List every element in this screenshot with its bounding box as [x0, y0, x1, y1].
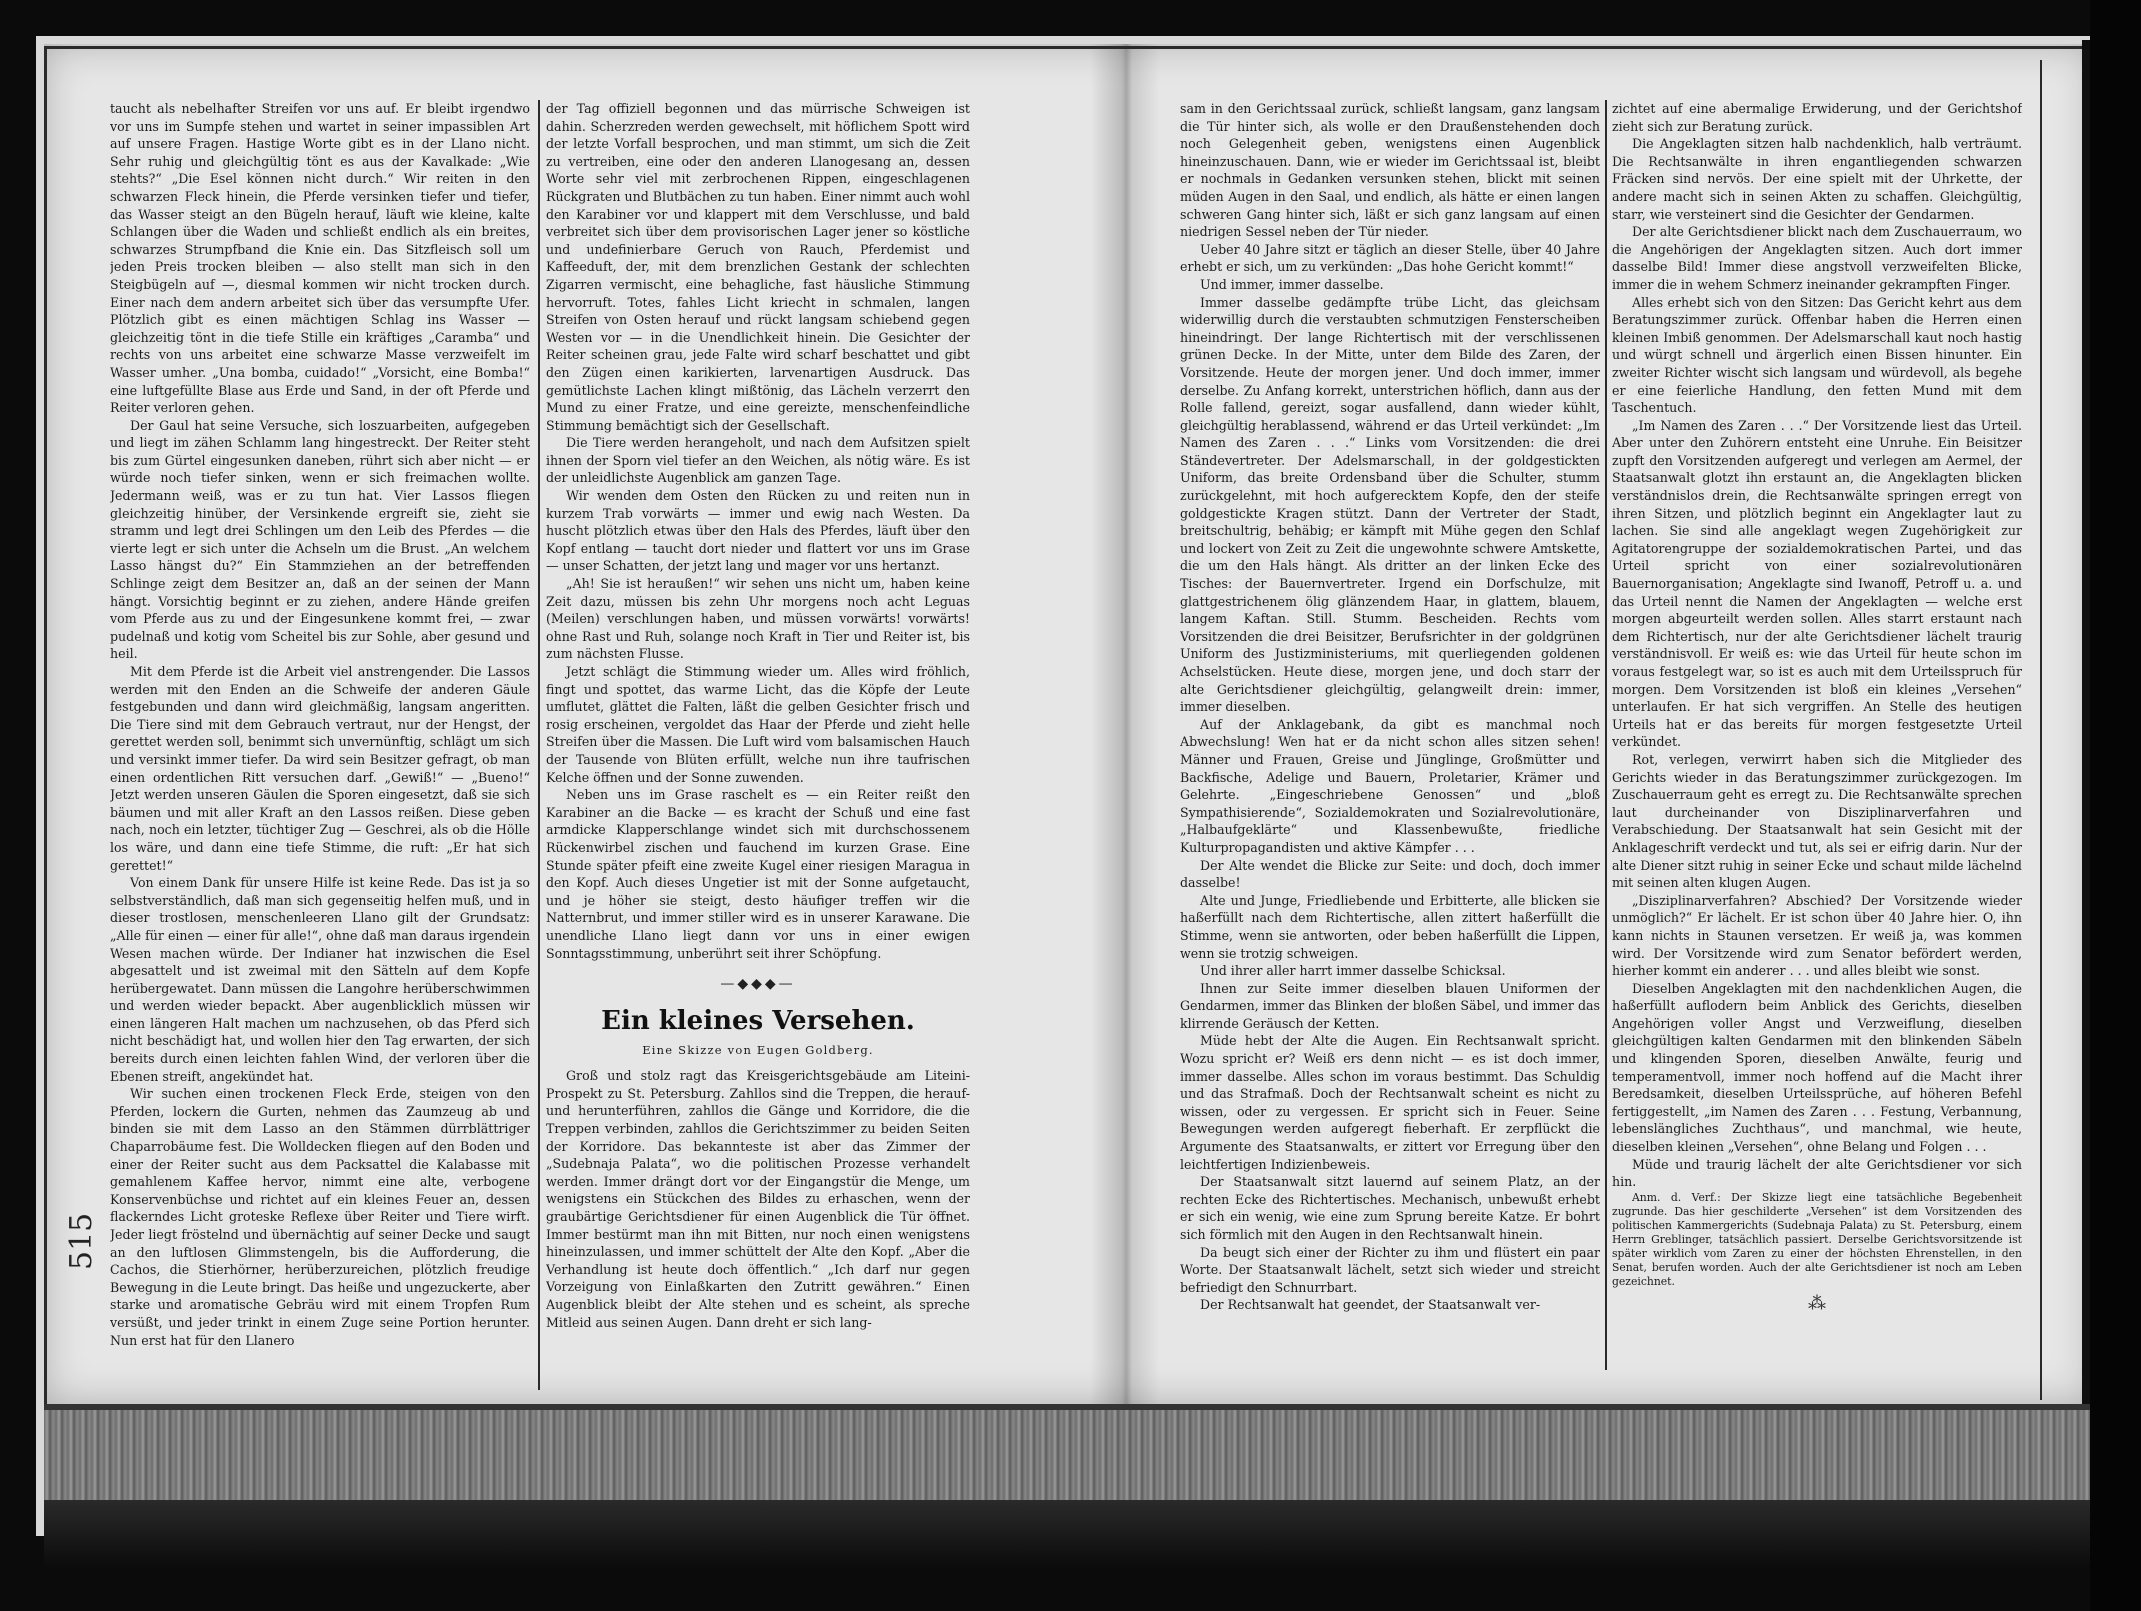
paragraph: Der Rechtsanwalt hat geendet, der Staatsanwalt ver-: [1200, 1297, 1541, 1313]
column-divider-left: [538, 100, 540, 1390]
column-1: [110, 100, 530, 1395]
paragraph: Müde hebt der Alte die Augen. Ein Rechtsanwalt spricht. Wozu spricht er? Weiß ers denn nicht — es ist doch immer, immer dasselbe. Alles schon im voraus bestimmt. Das Schuldig und das Strafmaß. Doch der Rechtsanwalt scheint es nicht zu wissen, oder zu vergessen. Er spricht sich in Feuer. Seine Bewegungen werden aufgeregt fieberhaft. Er zerpflückt die Argumente des Staatsanwalts, er zittert vor Erregung über den leichtfertigen Indizienbeweis.: [1180, 1033, 1600, 1172]
page-number: 515: [64, 1212, 99, 1270]
paragraph: Der Staatsanwalt sitzt lauernd auf seinem Platz, an der rechten Ecke des Richtertisches. Mechanisch, unbewußt erhebt er sich ein wenig, wie eine zum Sprung bereite Katze. Er bohrt sich förmlich mit den Augen in den Rechtsanwalt hinein.: [1180, 1174, 1600, 1242]
story-byline: Eine Skizze von Eugen Goldberg.: [642, 1042, 874, 1057]
end-ornament: ⁂: [1808, 1292, 1826, 1314]
author-footnote: Anm. d. Verf.: Der Skizze liegt eine tatsächliche Begebenheit zugrunde. Das hier geschilderte „Versehen“ ist dem Vorsitzenden des politischen Kammergerichts (Sudebnaja Palata) zu St. Petersburg, einem Herrn Greblinger, tatsächlich passiert. Derselbe Gerichtsvorsitzende ist später wirklich vom Zaren zu einer der höchsten Ehrenstellen, in den Senat, berufen worden. Auch der alte Gerichtsdiener ist noch am Leben gezeichnet.: [1612, 1190, 2022, 1288]
paragraph: sam in den Gerichtssaal zurück, schließt langsam, ganz langsam die Tür hinter sich, als wolle er den Draußenstehenden doch noch Gelegenheit geben, wenigstens einen Augenblick hineinzuschauen. Dann, wie er wieder im Gerichtssaal ist, bleibt er nochmals in Gedanken versunken stehen, blickt mit seinen müden Augen in den Saal, und endlich, als hätte er einen langen schweren Gang hinter sich, läßt er sich ganz langsam auf einen niedrigen Sessel neben der Tür nieder.: [1180, 101, 1600, 240]
paragraph: Dieselben Angeklagten mit den nachdenklichen Augen, die haßerfüllt auflodern beim Anblick des Gerichts, dieselben Angehörigen voller Angst und Verzweiflung, dieselben gleichgültigen kalten Gendarmen mit den blinkenden Säbeln und klingenden Sporen, dieselben Anwälte, feurig und temperamentvoll, immer noch hoffend auf die Macht ihrer Beredsamkeit, dieselben Urteilssprüche, auf höheren Befehl fertiggestellt, „im Namen des Zaren . . . Festung, Verbannung, lebenslängliches Zuchthaus“, und manchmal, wie heute, dieselben kleinen „Versehen“, ohne Belang und Folgen . . .: [1612, 980, 2022, 1155]
paragraph: Auf der Anklagebank, da gibt es manchmal noch Abwechslung! Wen hat er da nicht schon alles sitzen sehen! Männer und Frauen, Greise und Jünglinge, Großmütter und Backfische, Adelige und Bauern, Proletarier, Krämer und Gelehrte. „Eingeschriebene Genossen“ und „bloß Sympathisierende“, Sozialdemokraten und Sozialrevolutionäre, „Halbaufgeklärte“ und Klassenbewußte, friedliche Kulturpropagandisten und aktive Kämpfer . . .: [1180, 716, 1600, 855]
paragraph: Mit dem Pferde ist die Arbeit viel anstrengender. Die Lassos werden mit den Enden an die Schweife der anderen Gäule festgebunden und dann wird gleichmäßig, langsam angeritten. Die Tiere sind mit dem Gebrauch vertraut, nur der Hengst, der gerettet werden soll, benimmt sich unvernünftig, schlägt um sich und versinkt immer tiefer. Da wird sein Besitzer gefragt, ob man einen ordentlichen Ritt versuchen darf. „Gewiß!“ — „Bueno!“ Jetzt werden unseren Gäulen die Sporen eingesetzt, daß sie sich bäumen und mit aller Kraft an den Lassos reißen. Diese geben nach, noch ein letzter, tüchtiger Zug — Geschrei, als ob die Hölle los wäre, und dann eine tiefe Stimme, die ruft: „Er hat sich gerettet!“: [110, 664, 530, 873]
paragraph: Der Gaul hat seine Versuche, sich loszuarbeiten, aufgegeben und liegt im zähen Schlamm lang hingestreckt. Der Reiter steht bis zum Gürtel eingesunken daneben, rührt sich aber nicht — er würde noch tiefer sinken, wenn er sich freimachen wollte. Jedermann weiß, was er zu tun hat. Vier Lassos fliegen gleichzeitig hinüber, der Versinkende ergreift sie, zieht sie stramm und legt drei Schlingen um den Leib des Pferdes — die vierte legt er sich unter die Achseln um die Brust. „An welchem Lasso hängst du?“ Ein Stammziehen an der betreffenden Schlinge zeigt dem Besitzer an, daß an der seinen der Mann hängt. Vorsichtig beginnt er zu ziehen, andere Hände greifen vom Pferde aus zu und der Eingesunkene kommt frei, — zwar pudelnaß und kotig vom Scheitel bis zur Sohle, aber gesund und heil.: [110, 417, 530, 662]
paragraph: Wir suchen einen trockenen Fleck Erde, steigen von den Pferden, lockern die Gurten, nehmen das Zaumzeug ab und binden sie mit dem Lasso an den Stämmen dürrblättriger Chaparrobäume fest. Die Wolldecken fliegen auf den Boden und einer der Reiter sucht aus dem Packsattel die Kalabasse mit gemahlenem Kaffee hervor, nimmt eine alte, verbogene Konservenbüchse und richtet auf ein kleines Feuer an, dessen flackerndes Licht groteske Reflexe über Reiter und Tiere wirft. Jeder liegt fröstelnd und übernächtig auf seiner Decke und saugt an den luftlosen Glimmstengeln, bis die Aufforderung, die Cachos, die Stierhörner, herüberzureichen, plötzlich freudige Bewegung in die Leute bringt. Das heiße und ungezuckerte, aber starke und aromatische Gebräu wird mit einem Tropfen Rum versüßt, und jeder trinkt in einem Zuge seine Portion herunter. Nun erst hat für den Llanero: [110, 1086, 530, 1348]
paragraph: „Disziplinarverfahren? Abschied? Der Vorsitzende wieder unmöglich?“ Er lächelt. Er ist schon über 40 Jahre hier. O, ihn kann nichts in Staunen versetzen. Er weiß ja, was kommen wird. Der Vorsitzende wird zum Senator befördert werden, hierher kommt ein anderer . . . und alles bleibt wie sonst.: [1612, 892, 2022, 979]
column-divider-right: [1605, 100, 1607, 1370]
paragraph: Wir wenden dem Osten den Rücken zu und reiten nun in kurzem Trab vorwärts — immer und ewig nach Westen. Da huscht plötzlich etwas über den Hals des Pferdes, läuft über den Kopf entlang — taucht dort nieder und flattert vor uns im Grase — unser Schatten, der jetzt lang und mager vor uns hertanzt.: [546, 488, 970, 574]
paragraph: Der alte Gerichtsdiener blickt nach dem Zuschauerraum, wo die Angehörigen der Angeklagten sitzen. Auch dort immer dasselbe Bild! Immer diese angstvoll verzweifelten Blicke, immer die in wehem Schmerz ineinander gekrampften Finger.: [1612, 224, 2022, 292]
column-2: [546, 100, 970, 1395]
paragraph: Die Tiere werden herangeholt, und nach dem Aufsitzen spielt ihnen der Sporn viel tiefer an den Weichen, als nötig wäre. Es ist der unleidlichste Augenblick am ganzen Tage.: [546, 435, 970, 486]
right-page-edge-outer: [2082, 40, 2090, 1520]
paragraph: Rot, verlegen, verwirrt haben sich die Mitglieder des Gerichts wieder in das Beratungszimmer zurückgezogen. Im Zuschauerraum geht es erregt zu. Die Rechtsanwälte sprechen laut durcheinander von Disziplinarverfahren und Verabschiedung. Der Staatsanwalt hat sein Gesicht mit der Anklageschrift verdeckt und tut, als sei er eifrig darin. Nur der alte Diener sitzt ruhig in seiner Ecke und schaut milde lächelnd mit seinen alten klugen Augen.: [1612, 751, 2022, 891]
paragraph: „Ah! Sie ist heraußen!“ wir sehen uns nicht um, haben keine Zeit dazu, müssen bis zehn Uhr morgens noch acht Leguas (Meilen) verschlungen haben, und müssen vorwärts! vorwärts! ohne Rast und Ruh, solange noch Kraft in Tier und Reiter ist, bis zum nächsten Flusse.: [546, 576, 970, 662]
paragraph: Da beugt sich einer der Richter zu ihm und flüstert ein paar Worte. Der Staatsanwalt lächelt, setzt sich wieder und streicht befriedigt den Schnurrbart.: [1180, 1244, 1600, 1295]
column-4: [1612, 100, 2022, 1370]
paragraph: Immer dasselbe gedämpfte trübe Licht, das gleichsam widerwillig durch die verstaubten schmutzigen Fensterscheiben hineindringt. Der lange Richtertisch mit der verschlissenen grünen Decke. In der Mitte, unter dem Bilde des Zaren, der Vorsitzende. Heute der morgen jener. Und doch immer, immer derselbe. Zu Anfang korrekt, unterstrichen höflich, dann aus der Rolle fallend, gereizt, sogar ausfallend, dann wieder kühlt, gleichgültig herablassend, während er das Urteil verkündet: „Im Namen des Zaren . . .“ Links vom Vorsitzenden: die drei Ständevertreter. Der Adelsmarschall, in der goldgestickten Uniform, das breite Ordensband über die Schulter, stumm zurückgelehnt, mit hoch aufgerecktem Kopfe, den der steife goldgestickte Kragen stützt. Dann der Vertreter der Stadt, breitschultrig, behäbig; er kämpft mit Mühe gegen den Schlaf und lockert von Zeit zu Zeit die ungewohnte schwere Amtskette, die um den Hals hängt. Als dritter an der linken Ecke des Tisches: der Bauernvertreter. Irgend ein Dorfschulze, mit glattgestrichenem ölig glänzendem Haar, in glattem, blauem, langem Kaftan. Still. Stumm. Bescheiden. Rechts vom Vorsitzenden die drei Beisitzer, Berufsrichter in der goldgrünen Uniform des Justizministeriums, mit querliegenden goldenen Achselstücken. Heute diese, morgen jene, und doch starr der alte Gerichtsdiener gleichgültig, gelangweilt drein: immer, immer dieselben.: [1180, 294, 1600, 715]
paragraph: Von einem Dank für unsere Hilfe ist keine Rede. Das ist ja so selbstverständlich, daß man sich gegenseitig helfen muß, und in dieser trostlosen, menschenleeren Llano gilt der Grundsatz: „Alle für einen — einer für alle!“, ohne daß man daraus irgendein Wesen machen würde. Der Indianer hat inzwischen die Esel abgesattelt und ist zweimal mit den Sätteln auf dem Kopfe herübergewatet. Dann müssen die Langohre herüberschwimmen und werden wieder bepackt. Aber augenblicklich müssen wir einen längeren Halt machen um nachzusehen, ob das Pferd sich nicht beschädigt hat, und wollen hier den Tag erwarten, der sich bereits durch einen leichten fahlen Wind, der verloren über die Ebenen streift, angekündet hat.: [110, 875, 530, 1084]
paragraph: Der Alte wendet die Blicke zur Seite: und doch, doch immer dasselbe!: [1180, 857, 1600, 891]
paragraph: Neben uns im Grase raschelt es — ein Reiter reißt den Karabiner an die Backe — es kracht der Schuß und eine fast armdicke Klapperschlange windet sich mit durchschossenem Rückenwirbel zischen und fauchend im kurzen Grase. Eine Stunde später pfeift eine zweite Kugel einer riesigen Maragua in den Kopf. Auch dieses Ungetier ist mit der Sonne aufgetaucht, und je höher sie steigt, desto häufiger treffen wir die Natternbrut, und immer stiller wird es in unserer Karawane. Die unendliche Llano liegt dann vor uns in einer ewigen Sonntagsstimmung, unberührt seit ihrer Schöpfung.: [546, 787, 970, 961]
paragraph: taucht als nebelhafter Streifen vor uns auf. Er bleibt irgendwo vor uns im Sumpfe stehen und wartet in seiner impassiblen Art auf unsere Fragen. Hastige Worte gibt es in der Llano nicht. Sehr ruhig und gleichgültig tönt es aus der Kavalkade: „Wie stehts?“ „Die Esel können nicht durch.“ Wir reiten in den schwarzen Fleck hinein, die Pferde versinken tiefer und tiefer, das Wasser steigt an den Bügeln herauf, läuft wie kleine, kalte Schlangen über die Waden und schließt endlich als ein breites, schwarzes Strumpfband die Knie ein. Das Sitzfleisch soll um jeden Preis trocken bleiben — also stellt man sich in den Steigbügeln auf —, diesmal kommen wir nicht trocken durch. Einer nach dem andern arbeitet sich über das versumpfte Ufer. Plötzlich gibt es einen mächtigen Schlag ins Wasser — gleichzeitig tönt in die tiefe Stille ein kräftiges „Caramba“ und rechts von uns arbeitet eine schwarze Masse verzweifelt im Wasser umher. „Una bomba, cuidado!“ „Vorsicht, eine Bomba!“ eine luftgefüllte Blase aus Erde und Sand, in der oft Pferde und Reiter verloren gehen.: [110, 101, 530, 416]
left-rule: [44, 46, 47, 1406]
paragraph: Groß und stolz ragt das Kreisgerichtsgebäude am Liteini-Prospekt zu St. Petersburg. Zahllos sind die Treppen, die herauf- und herunterführen, zahllos die Gänge und Korridore, die die Treppen verbinden, zahllos die Gerichtszimmer zu beiden Seiten der Korridore. Das bekannteste ist aber das Zimmer der „Sudebnaja Palata“, wo die politischen Prozesse verhandelt werden. Immer drängt dort vor der Eingangstür die Menge, um wenigstens ein Stückchen des Bildes zu erhaschen, wenn der graubärtige Gerichtsdiener für einen Augenblick die Tür öffnet. Immer bestürmt man ihn mit Bitten, nur noch einen wenigstens hineinzulassen, und immer schüttelt der Alte den Kopf. „Aber die Verhandlung ist heute doch öffentlich.“ „Ich darf nur gegen Vorzeigung von Einlaßkarten den Zutritt gewähren.“ Einen Augenblick bleibt der Alte stehen und es scheint, als spreche Mitleid aus seinen Augen. Dann dreht er sich lang-: [546, 1068, 970, 1330]
book-gutter: [1090, 44, 1160, 1404]
column-3: [1180, 100, 1600, 1370]
paragraph: Müde und traurig lächelt der alte Gerichtsdiener vor sich hin.: [1612, 1156, 2022, 1190]
paragraph: Jetzt schlägt die Stimmung wieder um. Alles wird fröhlich, fingt und spottet, das warme Licht, das die Köpfe der Leute umflutet, glättet die Falten, läßt die gelben Gesichter frisch und rosig erscheinen, vergoldet das Haar der Pferde und zieht helle Streifen über die Massen. Die Luft wird vom balsamischen Hauch der Tausende von Blüten erfüllt, welche nun ihre taufrischen Kelche öffnen und der Sonne zuwenden.: [546, 664, 970, 785]
paragraph: Und ihrer aller harrt immer dasselbe Schicksal.: [1200, 963, 1506, 979]
paragraph: Ihnen zur Seite immer dieselben blauen Uniformen der Gendarmen, immer das Blinken der bloßen Säbel, und immer das klirrende Geräusch der Ketten.: [1180, 980, 1600, 1031]
paragraph: „Im Namen des Zaren . . .“ Der Vorsitzende liest das Urteil. Aber unter den Zuhörern entsteht eine Unruhe. Ein Beisitzer zupft den Vorsitzenden aufgeregt und verlegen am Aermel, der Staatsanwalt glotzt ihn erstaunt an, die Angeklagten blicken verständnislos drein, die Rechtsanwälte springen erregt von ihren Sitzen, und plötzlich beginnt ein Angeklagter laut zu lachen. Sie sind alle angeklagt wegen Zugehörigkeit zur Agitatorengruppe der sozialdemokratischen Partei, und das Urteil spricht von einer sozialrevolutionären Bauernorganisation; Angeklagte sind Iwanoff, Petroff u. a. und das Urteil nennt die Namen der Angeklagten — welche erst morgen abgeurteilt werden sollen. Alles starrt erstaunt nach dem Richtertisch, nur der alte Gerichtsdiener lächelt traurig verständnisvoll. Er weiß es: wie das Urteil für heute schon im voraus festgelegt war, so ist es auch mit dem Urteilsspruch für morgen. Dem Vorsitzenden ist bloß ein kleines „Versehen“ unterlaufen. Er hat sich vergriffen. An Stelle des heutigen Urteils hat er das bereits für morgen festgesetzte Urteil verkündet.: [1612, 417, 2022, 750]
book-page-edges: [44, 1404, 2094, 1570]
paragraph: Und immer, immer dasselbe.: [1200, 276, 1384, 292]
paragraph: Alles erhebt sich von den Sitzen: Das Gericht kehrt aus dem Beratungszimmer zurück. Offenbar haben die Herren einen kleinen Imbiß genommen. Der Adelsmarschall kaut noch hastig und würgt schnell und ärgerlich einen Bissen hinunter. Ein zweiter Richter wischt sich langsam und würdevoll, als begehe er eine feierliche Handlung, den fetten Mund mit dem Taschentuch.: [1612, 294, 2022, 416]
paragraph: der Tag offiziell begonnen und das mürrische Schweigen ist dahin. Scherzreden werden gewechselt, mit höflichem Spott wird der letzte Vorfall besprochen, und man stimmt, um sich die Zeit zu vertreiben, eine oder den anderen Llanogesang an, dessen Worte sehr viel mit zerbrochenen Rippen, eingeschlagenen Rückgraten und Blutbächen zu tun haben. Einer nimmt auch wohl den Karabiner vor und klappert mit dem Verschlusse, und bald verbreitet sich über dem provisorischen Lager jener so köstliche und undefinierbare Geruch von Rauch, Pferdemist und Kaffeeduft, der, mit dem brenzlichen Gestank der schlechten Zigarren vermischt, eine behagliche, fast häusliche Stimmung hervorruft. Totes, fahles Licht kriecht in schmalen, langen Streifen von Osten herauf und rückt langsam schiebend gegen Westen vor — in die Unendlichkeit hinein. Die Gesichter der Reiter scheinen grau, jede Falte wird scharf beschattet und gibt den Zügen einen karikierten, larvenartigen Ausdruck. Das gemütlichste Lachen klingt mißtönig, das Lächeln verzerrt den Mund zu einer Fratze, und eine gereizte, menschenfeindliche Stimmung bemächtigt sich der Gesellschaft.: [546, 101, 970, 433]
scan-right-margin: [2090, 0, 2141, 1611]
paragraph: Ueber 40 Jahre sitzt er täglich an dieser Stelle, über 40 Jahre erhebt er sich, um zu verkünden: „Das hohe Gericht kommt!“: [1180, 241, 1600, 275]
top-rule: [44, 46, 2090, 49]
right-page-edge: [2040, 60, 2042, 1400]
paragraph: zichtet auf eine abermalige Erwiderung, und der Gerichtshof zieht sich zur Beratung zurück.: [1612, 101, 2022, 134]
story-title: Ein kleines Versehen.: [601, 1005, 915, 1036]
paragraph: Alte und Junge, Friedliebende und Erbitterte, alle blicken sie haßerfüllt nach dem Richtertische, allen zittert haßerfüllt die Stimme, wenn sie antworten, oder beben haßerfüllt die Lippen, wenn sie trotzig schweigen.: [1180, 892, 1600, 961]
section-ornament: —◆◆◆—: [720, 976, 796, 993]
paragraph: Die Angeklagten sitzen halb nachdenklich, halb verträumt. Die Rechtsanwälte in ihren engantliegenden schwarzen Fräcken sind nervös. Der eine spielt mit der Uhrkette, der andere macht sich in seinen Akten zu schaffen. Gleichgültig, starr, wie versteinert sind die Gesichter der Gendarmen.: [1612, 136, 2022, 222]
